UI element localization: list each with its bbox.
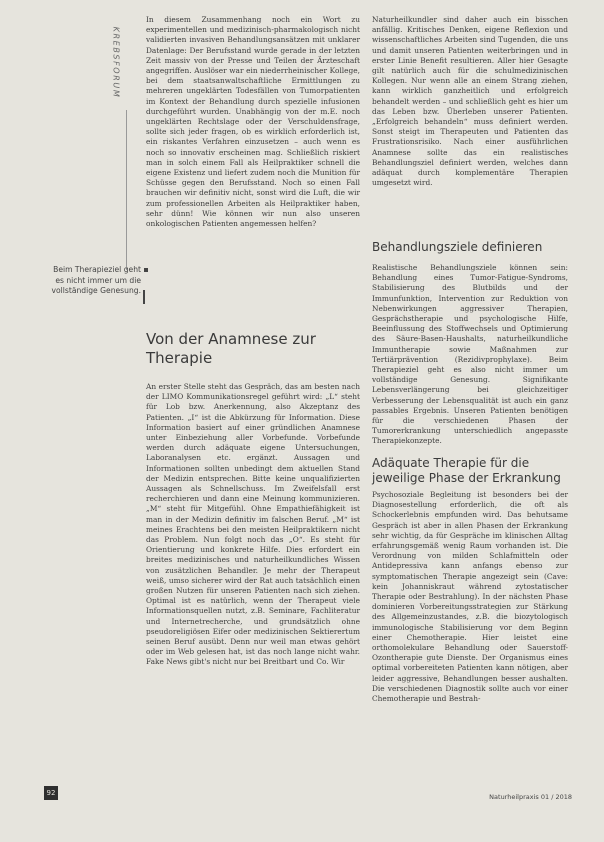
- paragraph: Psychosoziale Begleitung ist besonders bei der Diagnosestellung erforderlich, die oft als Schockerlebnis empfunden wird. Das behutsame Gespräch ist aber in allen Phasen der Erkrankung sehr wichtig, da für Gespräche im klinischen Alltag erfahrungsgemäß wenig Raum vorhanden ist. Die Verordnung von milden Schlafmitteln oder Antidepressiva kann anfangs ebenso zur symptomatischen Therapie angezeigt sein (Cave: kein Johanniskraut während zytostatischer Therapie oder Bestrahlung). In der nächsten Phase dominieren Vorbereitungsstrategien zur Stärkung des Allgemeinzustandes, z.B. die biozytologisch immunologische Stabilisierung vor dem Beginn einer Chemotherapie. Hier leistet eine orthomolekulare Behandlung oder Sauerstoff-Ozontherapie gute Dienste. Der Organismus eines optimal vorbereiteten Patienten kann nötigen, aber leider aggressive, Behandlungen besser aushalten. Die verschiedenen Diagnostik sollte auch vor einer Chemotherapie und Bestrah-: [372, 490, 568, 704]
- paragraph: Realistische Behandlungsziele können sein: Behandlung eines Tumor-Fatigue-Syndroms, Stabilisierung des Blutbilds und der Immunfunktion, Intervention zur Reduktion von Nebenwirkungen aggressiver Therapien, Gesprächstherapie und psychologische Hilfe, Beeinflussung des Stoffwechsels und Optimierung des Säure-Basen-Haushalts, naturheilkundliche Immuntherapie sowie Maßnahmen zur Tertiärprävention (Rezidivprophylaxe). Beim Therapieziel geht es also nicht immer um vollständige Genesung. Signifikante Lebensverlängerung bei gleichzeitiger Verbesserung der Lebensqualität ist auch ein ganz passables Ergebnis. Unseren Patienten benötigen für die verschiedenen Phasen der Tumorerkrankung unterschiedlich angepasste Therapiekonzepte.: [372, 263, 568, 446]
- pull-quote-marker: [144, 268, 148, 272]
- heading-anamnese: Von der Anamnese zur Therapie: [146, 330, 316, 367]
- pull-quote-bar: [143, 290, 145, 304]
- column-1-top: [146, 15, 360, 229]
- page-number: 92: [44, 786, 58, 800]
- pull-quote: Beim Therapieziel geht es nicht immer um die vollständige Genesung.: [51, 265, 141, 295]
- paragraph: An erster Stelle steht das Gespräch, das am besten nach der LIMO Kommunikationsregel geführt wird: „L“ steht für Lob bzw. Anerkennung, also Akzeptanz des Patienten. „I“ ist die Abkürzung für Information. Diese Information basiert auf einer gründlichen Anamnese unter Einbeziehung aller Vorbefunde. Vorbefunde werden durch adäquate eigene Untersuchungen, Laboranalysen etc. ergänzt. Aussagen und Informationen sollten unbedingt dem aktuellen Stand der Medizin entsprechen. Bitte keine unqualifizierten Aussagen als Schnellschuss. Im Zweifelsfall erst recherchieren und dann eine Meinung kommunizieren. „M“ steht für Mitgefühl. Ohne Empathiefähigkeit ist man in der Medizin definitiv im falschen Beruf. „M“ ist meines Erachtens bei den meisten Heilpraktikern nicht das Problem. Nun folgt noch das „O“. Es steht für Orientierung und konkrete Hilfe. Dies erfordert ein breites medizinisches und naturheilkundliches Wissen von zusätzlichen Behandler. Je mehr der Therapeut weiß, umso sicherer wird der Rat auch tatsächlich einen großen Nutzen für unseren Patienten nach sich ziehen. Optimal ist es natürlich, wenn der Therapeut viele Informationsquellen nutzt, z.B. Seminare, Fachliteratur und Internetrecherche, und grundsätzlich ohne pseudoreligiösen Eifer oder medizinischen Sektierertum seinen Beruf ausübt. Denn nur weil man etwas gehört oder im Web gelesen hat, ist das noch lange nicht wahr. Fake News gibt's nicht nur bei Breitbart und Co. Wir: [146, 382, 360, 667]
- footer-issue: Naturheilpraxis 01 / 2018: [489, 793, 572, 801]
- heading-behandlungsziele: Behandlungsziele definieren: [372, 240, 543, 254]
- column-2-top: [372, 15, 568, 188]
- column-2-middle: [372, 263, 568, 447]
- paragraph: Naturheilkundler sind daher auch ein bisschen anfällig. Kritisches Denken, eigene Reflexion und wissenschaftliches Arbeiten sind Tugenden, die uns und damit unseren Patienten weiterbringen und in erster Linie Benefit resultieren. Aller hier Gesagte gilt natürlich auch für die schulmedizinischen Kollegen. Nur wenn alle an einem Strang ziehen, kann wirklich ganzheitlich und erfolgreich behandelt werden – und schließlich geht es hier um das Leben bzw. Überleben unserer Patienten. „Erfolgreich behandeln“ muss definiert werden. Sonst steigt im Therapeuten und Patienten das Frustrationsrisiko. Nach einer ausführlichen Anamnese sollte das ein realistisches Behandlungsziel definiert werden, welches dann adäquat durch komplementäre Therapien umgesetzt wird.: [372, 15, 568, 188]
- section-label-text: KREBSFORUM: [111, 26, 121, 99]
- column-2-bottom: [372, 490, 568, 704]
- column-1-bottom: [146, 382, 360, 668]
- paragraph: In diesem Zusammenhang noch ein Wort zu experimentellen und medizinisch-pharmakologisch nicht validierten invasiven Behandlungsansätzen mit unklarer Datenlage: Der Berufsstand wurde gerade in der letzten Zeit massiv von der Presse und Teilen der Ärzteschaft angegriffen. Auslöser war ein niederrheinischer Kollege, bei dem staatsanwaltschaftliche Ermittlungen zu mehreren ungeklärten Todesfällen von Tumorpatienten im Kontext der Behandlung durch spezielle infusionen durchgeführt wurden. Unabhängig von der m.E. noch ungeklärten Rechtslage oder der Verschuldensfrage, sollte sich jeder fragen, ob es wirklich erforderlich ist, ein riskantes Verfahren einzusetzen – auch wenn es noch so innovativ erscheinen mag. Schließlich riskiert man in solch einem Fall als Heilpraktiker schnell die eigene Existenz und liefert zudem noch die Munition für Schüsse gegen den Berufsstand. Noch so einen Fall brauchen wir definitiv nicht, sonst wird die Luft, die wir zum professionellen Arbeiten als Heilpraktiker haben, sehr dünn! Wie können wir nun also unseren onkologischen Patienten angemessen helfen?: [146, 15, 360, 229]
- heading-therapie-phase: Adäquate Therapie für die jeweilige Phase der Erkrankung: [372, 456, 561, 485]
- section-label: [111, 14, 134, 124]
- section-rule: [126, 110, 127, 270]
